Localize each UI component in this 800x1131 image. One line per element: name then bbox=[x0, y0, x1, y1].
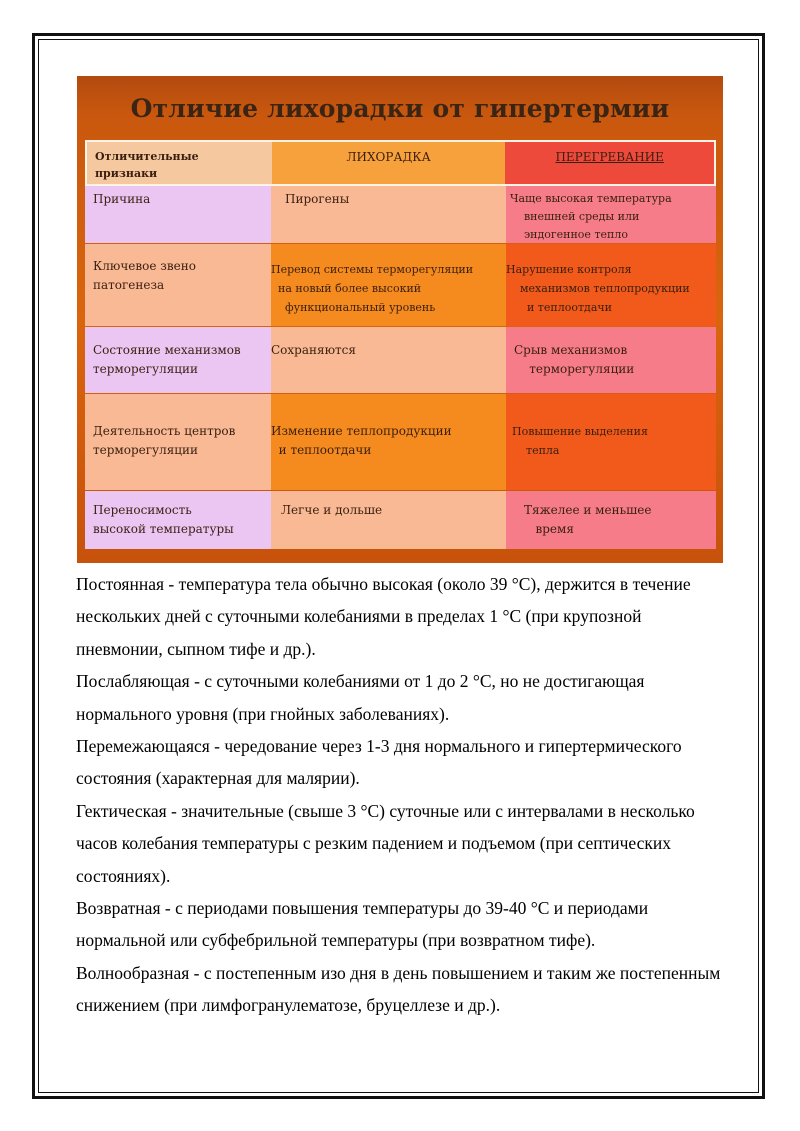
paragraph-intermittent: Перемежающаяся - чередование через 1-3 дня нормального и гипертермического состояния (характерная для малярии). bbox=[76, 736, 682, 789]
table-header-row bbox=[85, 140, 716, 186]
paragraph-hectic: Гектическая - значительные (свыше 3 °С) суточные или с интервалами в несколько часов колебания температуры с резким падением и подъемом (при септических состояниях). bbox=[76, 800, 695, 886]
table-row bbox=[85, 394, 716, 490]
table-row bbox=[85, 244, 716, 326]
header-cell-features: Отличительные признаки bbox=[87, 142, 272, 184]
paragraph-remittent: Послабляющая - с суточными колебаниями от 1 до 2 °С, но не достигающая нормального уровня (при гнойных заболеваниях). bbox=[76, 671, 645, 724]
paragraph-constant: Постоянная - температура тела обычно высокая (около 39 °С), держится в течение нескольких дней с суточными колебаниями в пределах 1 °С (при крупозной пневмонии, сыпном тифе и др.). bbox=[76, 574, 691, 659]
row-label-cell: Переносимость высокой температуры bbox=[85, 491, 271, 549]
header-cell-fever: ЛИХОРАДКА bbox=[272, 142, 505, 184]
paragraph-undulating: Волнообразная - с постепенным изо дня в день повышением и таким же постепенным снижением (при лимфогранулематозе, бруцеллезе и др.). bbox=[76, 962, 721, 1016]
overheat-cell: Повышение выделения тепла bbox=[506, 394, 716, 490]
table-row bbox=[85, 491, 716, 549]
overheat-cell: Тяжелее и меньшее время bbox=[506, 491, 716, 549]
fever-cell: Сохраняются bbox=[271, 327, 506, 393]
overheat-cell: Срыв механизмов терморегуляции bbox=[506, 327, 716, 393]
fever-cell: Изменение теплопродукции и теплоотдачи bbox=[271, 394, 506, 490]
table-row bbox=[85, 186, 716, 243]
slide-title: Отличие лихорадки от гипертермии bbox=[130, 94, 670, 123]
row-label-cell: Ключевое звено патогенеза bbox=[85, 244, 271, 326]
fever-cell: Перевод системы терморегуляции на новый более высокий функциональный уровень bbox=[271, 244, 506, 326]
comparison-slide-image bbox=[77, 76, 723, 563]
fever-cell: Пирогены bbox=[271, 186, 506, 243]
row-label-cell: Состояние механизмов терморегуляции bbox=[85, 327, 271, 393]
row-label-cell: Причина bbox=[85, 186, 271, 243]
paragraph-relapsing: Возвратная - с периодами повышения температуры до 39-40 °С и периодами нормальной или субфебрильной температуры (при возвратном тифе). bbox=[76, 898, 649, 951]
fever-cell: Легче и дольше bbox=[271, 491, 506, 549]
overheat-cell: Чаще высокая температура внешней среды или эндогенное тепло bbox=[506, 186, 716, 243]
row-label-cell: Деятельность центров терморегуляции bbox=[85, 394, 271, 490]
body-text bbox=[76, 568, 726, 1022]
table-row bbox=[85, 327, 716, 393]
overheat-cell: Нарушение контроля механизмов теплопродукции и теплоотдачи bbox=[506, 244, 716, 326]
header-cell-overheating: ПЕРЕГРЕВАНИЕ bbox=[505, 142, 714, 184]
